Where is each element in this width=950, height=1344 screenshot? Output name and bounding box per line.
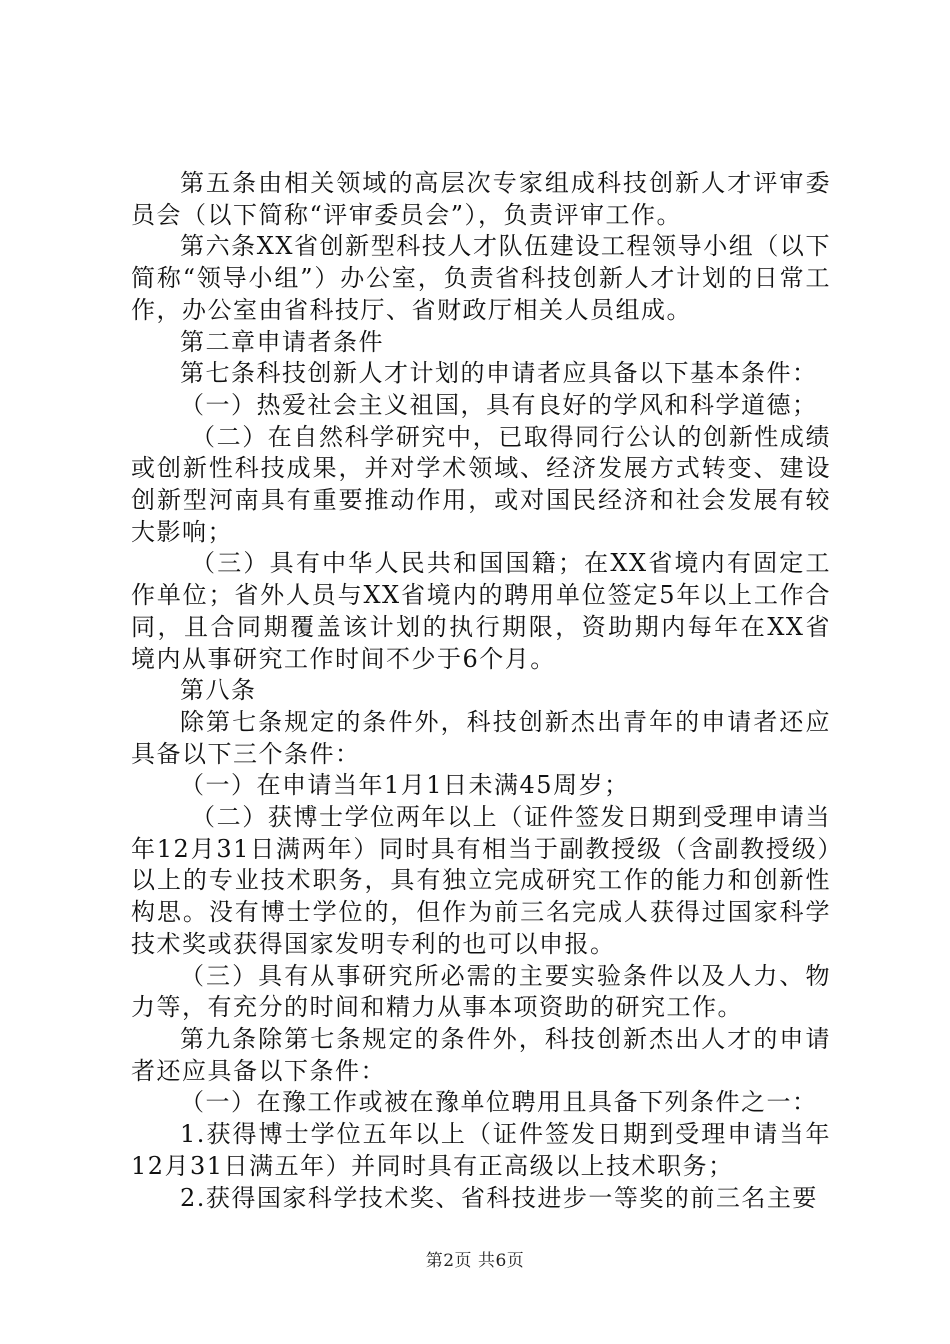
article-9-subitem-1: 1.获得博士学位五年以上（证件签发日期到受理申请当年12月31日满五年）并同时具有正高级以上技术职务； <box>131 1120 831 1180</box>
article-5-paragraph: 第五条由相关领域的高层次专家组成科技创新人才评审委员会（以下简称“评审委员会”），负责评审工作。 <box>131 169 831 229</box>
chapter-2-heading: 第二章申请者条件 <box>180 327 384 356</box>
page-number-footer: 第2页 共6页 <box>425 1251 525 1271</box>
article-9-paragraph: 第九条除第七条规定的条件外，科技创新杰出人才的申请者还应具备以下条件： <box>131 1024 831 1085</box>
document-body <box>131 168 831 1214</box>
article-8-item-3: （三）具有从事研究所必需的主要实验条件以及人力、物力等，有充分的时间和精力从事本项资助的研究工作。 <box>131 961 831 1022</box>
article-8-paragraph: 除第七条规定的条件外，科技创新杰出青年的申请者还应具备以下三个条件： <box>131 707 831 768</box>
article-8-item-2: （二）获博士学位两年以上（证件签发日期到受理申请当年12月31日满两年）同时具有相当于副教授级（含副教授级）以上的专业技术职务，具有独立完成研究工作的能力和创新性构思。没有博士学位的，但作为前三名完成人获得过国家科学技术奖或获得国家发明专利的也可以申报。 <box>131 803 831 958</box>
article-8-item-1: （一）在申请当年1月1日未满45周岁； <box>180 771 630 800</box>
article-9-subitem-2: 2.获得国家科学技术奖、省科技进步一等奖的前三名主要 <box>180 1183 818 1212</box>
article-9-item-1: （一）在豫工作或被在豫单位聘用且具备下列条件之一： <box>180 1088 818 1117</box>
article-7-item-1: （一）热爱社会主义祖国，具有良好的学风和科学道德； <box>180 390 818 419</box>
article-7-item-2: （二）在自然科学研究中，已取得同行公认的创新性成绩或创新性科技成果，并对学术领域、经济发展方式转变、建设创新型河南具有重要推动作用，或对国民经济和社会发展有较大影响； <box>131 422 831 546</box>
article-7-item-3: （三）具有中华人民共和国国籍；在XX省境内有固定工作单位；省外人员与XX省境内的聘用单位签定5年以上工作合同，且合同期覆盖该计划的执行期限，资助期内每年在XX省境内从事研究工作时间不少于6个月。 <box>131 549 831 673</box>
article-6-paragraph: 第六条XX省创新型科技人才队伍建设工程领导小组（以下简称“领导小组”）办公室，负责省科技创新人才计划的日常工作，办公室由省科技厅、省财政厅相关人员组成。 <box>131 232 831 324</box>
article-7-paragraph: 第七条科技创新人才计划的申请者应具备以下基本条件： <box>180 359 818 388</box>
article-8-heading: 第八条 <box>180 676 257 705</box>
